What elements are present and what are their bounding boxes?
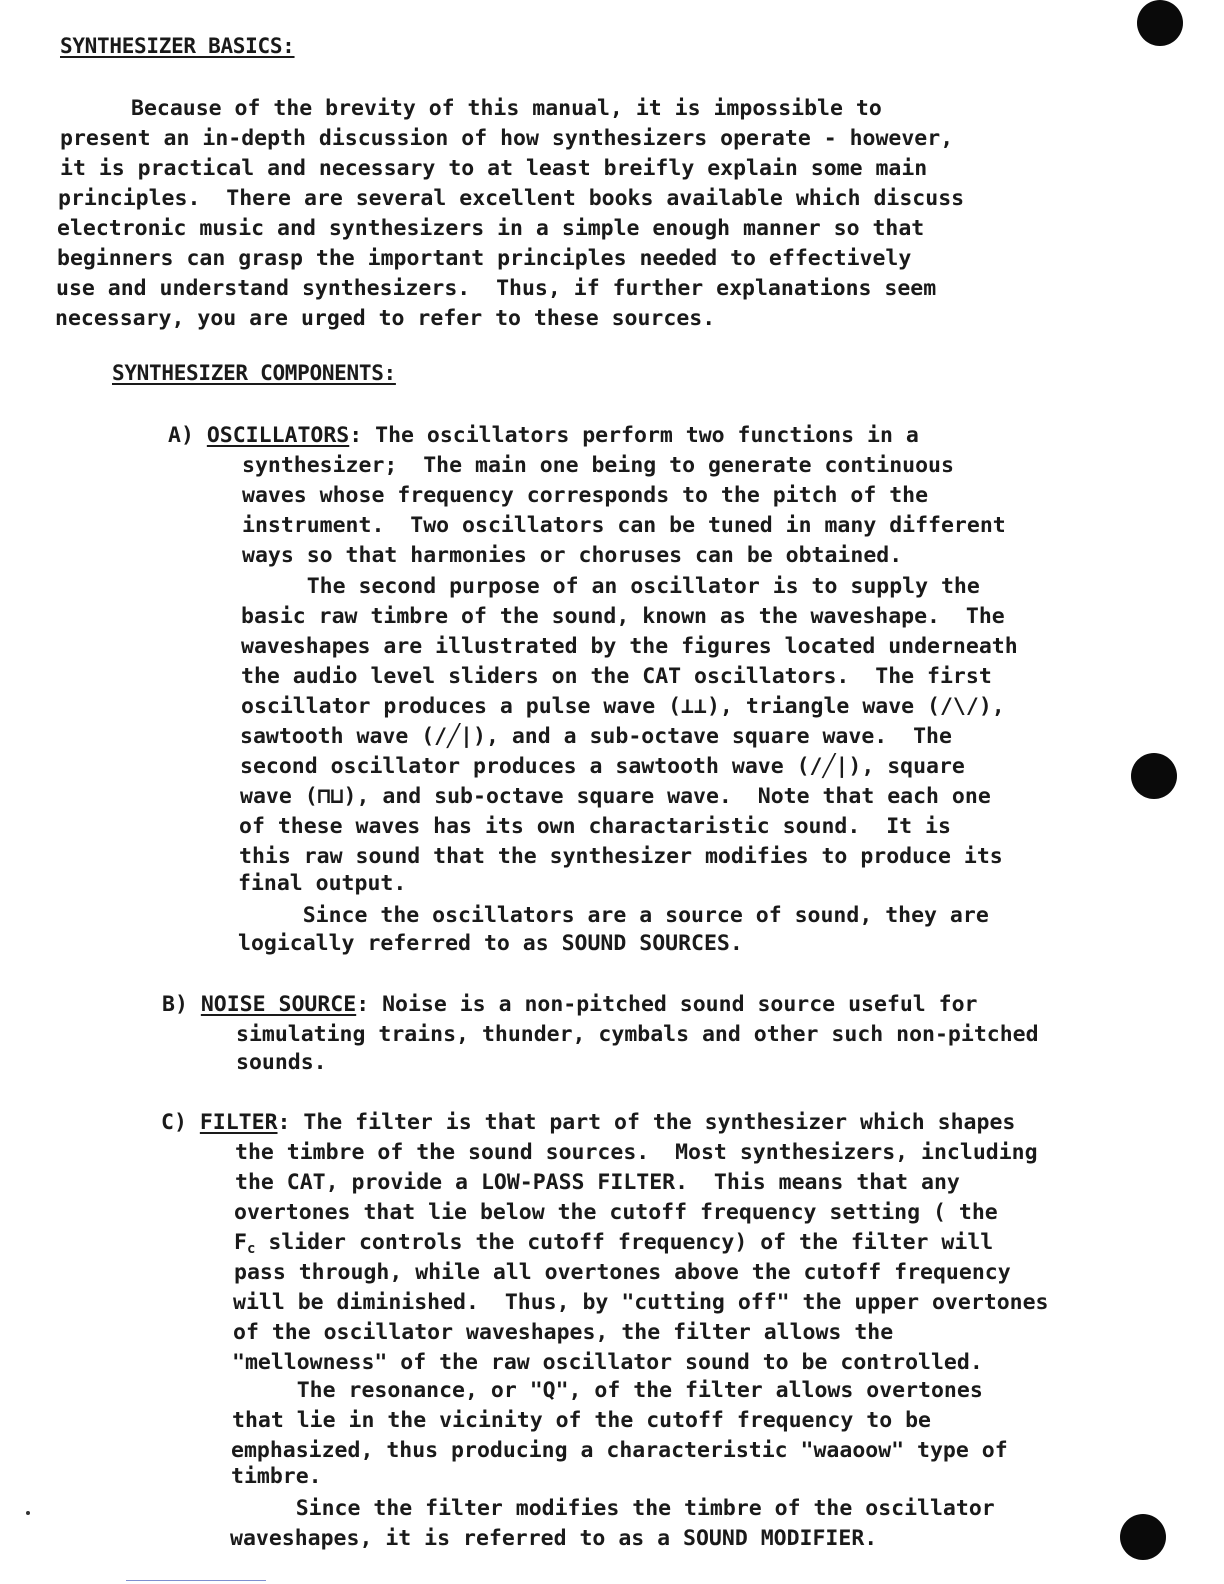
heading-synthesizer-components: SYNTHESIZER COMPONENTS: — [112, 361, 396, 385]
section-text: : The oscillators perform two functions in a — [349, 423, 919, 448]
section-text: : The filter is that part of the synthesizer which shapes — [277, 1110, 1016, 1135]
section-text: : Noise is a non-pitched sound source useful for — [356, 992, 978, 1017]
intro-line: electronic music and synthesizers in a simple enough manner so that — [57, 216, 925, 241]
filter-line: "mellowness" of the raw oscillator sound to be controlled. — [232, 1350, 983, 1375]
oscillators-line: basic raw timbre of the sound, known as the waveshape. The — [241, 604, 1005, 629]
intro-line: use and understand synthesizers. Thus, if further explanations seem — [56, 276, 937, 301]
oscillators-line: oscillator produces a pulse wave (⊥⊥), triangle wave (/\/), — [241, 694, 1005, 719]
oscillators-line: waveshapes are illustrated by the figures located underneath — [241, 634, 1018, 659]
fc-symbol: F — [234, 1230, 247, 1255]
intro-line: Because of the brevity of this manual, it is impossible to — [131, 96, 882, 121]
filter-line: waveshapes, it is referred to as a SOUND MODIFIER. — [230, 1526, 878, 1551]
intro-line: necessary, you are urged to refer to these sources. — [55, 306, 716, 331]
oscillators-line: final output. — [238, 871, 407, 896]
filter-line: the CAT, provide a LOW-PASS FILTER. This means that any — [235, 1170, 960, 1195]
noise-line: simulating trains, thunder, cymbals and other such non-pitched — [236, 1022, 1039, 1047]
section-marker: A) — [168, 423, 194, 448]
section-oscillators-first-line — [168, 425, 919, 447]
filter-line: of the oscillator waveshapes, the filter allows the — [233, 1320, 894, 1345]
section-marker: C) — [161, 1110, 187, 1135]
oscillators-line: second oscillator produces a sawtooth wave (/╱|), square — [240, 754, 965, 779]
bottom-rule — [126, 1580, 266, 1581]
filter-line: emphasized, thus producing a characteristic "waaoow" type of — [231, 1438, 1008, 1463]
oscillators-line: wave (⊓⊔), and sub-octave square wave. Note that each one — [240, 784, 991, 809]
section-label-filter: FILTER — [199, 1110, 278, 1135]
filter-line-fc — [234, 1232, 993, 1256]
fc-subscript: c — [246, 1241, 256, 1257]
oscillators-line: waves whose frequency corresponds to the pitch of the — [242, 483, 929, 508]
intro-line: beginners can grasp the important principles needed to effectively — [57, 246, 912, 271]
filter-line: The resonance, or "Q", of the filter allows overtones — [232, 1378, 983, 1403]
paper-speck — [26, 1511, 30, 1515]
section-label-oscillators: OSCILLATORS — [206, 423, 350, 448]
heading-synthesizer-basics: SYNTHESIZER BASICS: — [60, 34, 295, 58]
oscillators-line: synthesizer; The main one being to generate continuous — [242, 453, 954, 478]
binder-hole-middle — [1131, 753, 1177, 799]
oscillators-line: logically referred to as SOUND SOURCES. — [238, 931, 743, 956]
oscillators-line: this raw sound that the synthesizer modifies to produce its — [239, 844, 1003, 869]
oscillators-line: of these waves has its own charactaristic sound. It is — [239, 814, 951, 839]
oscillators-line: ways so that harmonies or choruses can be obtained. — [242, 543, 903, 568]
section-marker: B) — [162, 992, 188, 1017]
oscillators-line: instrument. Two oscillators can be tuned in many different — [242, 513, 1006, 538]
oscillators-line: the audio level sliders on the CAT oscillators. The first — [241, 664, 992, 689]
filter-line: overtones that lie below the cutoff frequency setting ( the — [234, 1200, 998, 1225]
section-noise-first-line — [162, 994, 978, 1016]
filter-line: the timbre of the sound sources. Most synthesizers, including — [235, 1140, 1038, 1165]
section-label-noise-source: NOISE SOURCE — [200, 992, 357, 1017]
filter-line: that lie in the vicinity of the cutoff frequency to be — [232, 1408, 931, 1433]
filter-line: pass through, while all overtones above the cutoff frequency — [234, 1260, 1011, 1285]
section-filter-first-line — [161, 1112, 1015, 1134]
filter-line: will be diminished. Thus, by "cutting off" the upper overtones — [233, 1290, 1049, 1315]
binder-hole-bottom — [1120, 1514, 1166, 1560]
filter-line: Since the filter modifies the timbre of the oscillator — [231, 1496, 995, 1521]
oscillators-line: Since the oscillators are a source of sound, they are — [238, 903, 989, 928]
intro-line: principles. There are several excellent books available which discuss — [58, 186, 965, 211]
oscillators-line: The second purpose of an oscillator is to supply the — [242, 574, 980, 599]
fc-rest: slider controls the cutoff frequency) of the filter will — [255, 1230, 994, 1255]
intro-line: it is practical and necessary to at least breifly explain some main — [60, 156, 928, 181]
noise-line: sounds. — [236, 1050, 327, 1075]
binder-hole-top — [1137, 0, 1183, 46]
intro-line: present an in-depth discussion of how synthesizers operate - however, — [60, 126, 954, 151]
filter-line: timbre. — [231, 1464, 322, 1489]
oscillators-line: sawtooth wave (/╱|), and a sub-octave square wave. The — [240, 724, 952, 749]
